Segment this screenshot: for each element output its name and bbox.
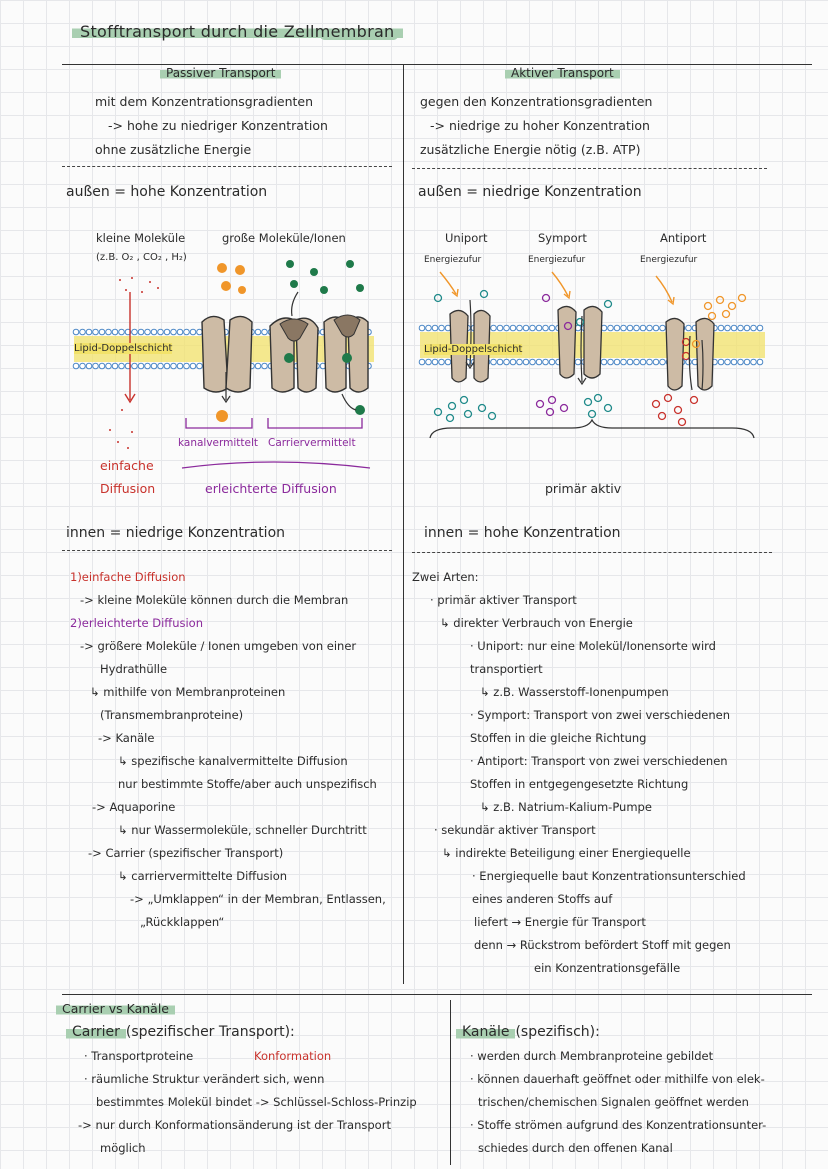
lipid-head bbox=[731, 359, 737, 365]
top-divider bbox=[62, 64, 812, 65]
lipid-head bbox=[197, 363, 203, 369]
lipid-head bbox=[86, 363, 92, 369]
note-line: ↳ spezifische kanalvermittelte Diffusion bbox=[118, 754, 348, 768]
carrier-line: · räumliche Struktur verändert sich, wenn bbox=[84, 1072, 325, 1086]
lipid-head bbox=[647, 325, 653, 331]
lipid-head bbox=[112, 329, 118, 335]
primary-active-brace bbox=[430, 420, 754, 438]
uniport-label: Uniport bbox=[445, 231, 488, 245]
channel-line: schiedes durch den offenen Kanal bbox=[478, 1141, 673, 1155]
lipid-head bbox=[517, 325, 523, 331]
note-line: -> Aquaporine bbox=[92, 800, 176, 814]
lipid-head bbox=[151, 329, 157, 335]
note-line: -> kleine Moleküle können durch die Membran bbox=[80, 593, 349, 607]
lipid-head bbox=[504, 325, 510, 331]
lipid-head bbox=[640, 359, 646, 365]
lipid-head bbox=[757, 325, 763, 331]
lipid-head bbox=[601, 359, 607, 365]
energy-label: Energiezufur bbox=[424, 255, 482, 265]
lipid-head bbox=[549, 359, 555, 365]
facilitated-diffusion-label: erleichterte Diffusion bbox=[205, 481, 337, 496]
energy-label: Energiezufur bbox=[528, 255, 586, 265]
lipid-head bbox=[106, 363, 112, 369]
lipid-head bbox=[536, 359, 542, 365]
lipid-head bbox=[132, 363, 138, 369]
lipid-head bbox=[190, 329, 196, 335]
note-line: (Transmembranproteine) bbox=[100, 708, 244, 722]
lipid-head bbox=[536, 325, 542, 331]
note-line: Stoffen in die gleiche Richtung bbox=[470, 731, 647, 745]
lipid-head bbox=[93, 329, 99, 335]
lipid-head bbox=[738, 325, 744, 331]
lipid-head bbox=[575, 359, 581, 365]
note-line: 2)erleichterte Diffusion bbox=[70, 616, 204, 630]
dashed-separator bbox=[412, 552, 772, 553]
dashed-separator bbox=[412, 168, 767, 169]
note-line: -> größere Moleküle / Ionen umgeben von einer bbox=[80, 639, 357, 653]
lipid-head bbox=[491, 325, 497, 331]
note-line: ein Konzentrationsgefälle bbox=[534, 961, 681, 975]
note-line: ↳ nur Wassermoleküle, schneller Durchtritt bbox=[118, 823, 367, 837]
note-line: ↳ indirekte Beteiligung einer Energiequelle bbox=[442, 846, 691, 860]
lipid-head bbox=[523, 325, 529, 331]
lipid-head bbox=[614, 325, 620, 331]
lipid-head bbox=[504, 359, 510, 365]
lipid-head bbox=[86, 329, 92, 335]
passive-heading: Passiver Transport bbox=[160, 66, 281, 80]
lipid-head bbox=[744, 325, 750, 331]
small-molecules-examples: (z.B. O₂ , CO₂ , H₂) bbox=[96, 252, 187, 263]
note-line: „Rückklappen“ bbox=[140, 915, 225, 929]
symport-label: Symport bbox=[538, 231, 587, 245]
lipid-head bbox=[757, 359, 763, 365]
lipid-head bbox=[634, 359, 640, 365]
lipid-head bbox=[426, 325, 432, 331]
lipid-head bbox=[138, 363, 144, 369]
active-point: zusätzliche Energie nötig (z.B. ATP) bbox=[420, 142, 641, 157]
conformation-note: Konformation bbox=[254, 1049, 332, 1063]
compare-heading: Carrier vs Kanäle bbox=[56, 1001, 175, 1016]
page-title: Stofftransport durch die Zellmembran bbox=[72, 22, 403, 41]
lipid-head bbox=[497, 359, 503, 365]
lipid-head bbox=[543, 359, 549, 365]
lipid-head bbox=[171, 329, 177, 335]
note-line: ↳ direkter Verbrauch von Energie bbox=[440, 616, 633, 630]
lipid-head bbox=[255, 329, 261, 335]
lipid-head bbox=[171, 363, 177, 369]
lipid-head bbox=[718, 325, 724, 331]
note-line: ↳ mithilfe von Membranproteinen bbox=[90, 685, 286, 699]
note-line: · Energiequelle baut Konzentrationsunterschied bbox=[472, 869, 746, 883]
note-line: Stoffen in entgegengesetzte Richtung bbox=[470, 777, 689, 791]
lipid-head bbox=[608, 359, 614, 365]
lipid-head bbox=[432, 359, 438, 365]
lipid-head bbox=[549, 325, 555, 331]
lipid-head bbox=[517, 359, 523, 365]
note-line: nur bestimmte Stoffe/aber auch unspezifisch bbox=[118, 777, 377, 791]
note-line: · Symport: Transport von zwei verschiedenen bbox=[470, 708, 731, 722]
active-heading: Aktiver Transport bbox=[505, 66, 620, 80]
lipid-head bbox=[119, 363, 125, 369]
center-divider bbox=[403, 64, 404, 984]
carrier-protein bbox=[324, 315, 368, 392]
energy-arrows bbox=[440, 272, 674, 304]
simple-diffusion-label: Diffusion bbox=[100, 481, 156, 496]
carrier-line: möglich bbox=[100, 1141, 146, 1155]
active-inside-label: innen = hohe Konzentration bbox=[424, 525, 621, 541]
lipid-head bbox=[145, 329, 151, 335]
note-line: · Uniport: nur eine Molekül/Ionensorte wird bbox=[470, 639, 716, 653]
lipid-head bbox=[640, 325, 646, 331]
lipid-head bbox=[653, 325, 659, 331]
carrier-mediated-label: Carriervermittelt bbox=[268, 437, 356, 449]
lipid-head bbox=[184, 363, 190, 369]
lipid-head bbox=[164, 329, 170, 335]
energy-label: Energiezufur bbox=[640, 255, 698, 265]
lipid-head bbox=[653, 359, 659, 365]
lipid-head bbox=[93, 363, 99, 369]
lipid-head bbox=[132, 329, 138, 335]
dashed-separator bbox=[62, 166, 392, 167]
lipid-head bbox=[530, 359, 536, 365]
lipid-head bbox=[530, 325, 536, 331]
lipid-bilayer-label: Lipid-Doppelschicht bbox=[424, 344, 523, 355]
note-line: ↳ carriervermittelte Diffusion bbox=[118, 869, 288, 883]
lipid-head bbox=[262, 363, 268, 369]
lipid-head bbox=[497, 325, 503, 331]
carrier-line: -> nur durch Konformationsänderung ist der Transport bbox=[78, 1118, 391, 1132]
lipid-head bbox=[432, 325, 438, 331]
lipid-head bbox=[106, 329, 112, 335]
lipid-head bbox=[184, 329, 190, 335]
lipid-head bbox=[627, 325, 633, 331]
note-line: 1)einfache Diffusion bbox=[70, 570, 186, 584]
large-molecules-label: große Moleküle/Ionen bbox=[222, 231, 346, 245]
lipid-head bbox=[80, 363, 86, 369]
active-outside-label: außen = niedrige Konzentration bbox=[418, 184, 642, 200]
lipid-head bbox=[608, 325, 614, 331]
lipid-head bbox=[660, 359, 666, 365]
primary-active-label: primär aktiv bbox=[545, 481, 622, 496]
lipid-head bbox=[751, 325, 757, 331]
lipid-head bbox=[164, 363, 170, 369]
lipid-head bbox=[99, 363, 105, 369]
lipid-head bbox=[177, 363, 183, 369]
lipid-head bbox=[73, 363, 79, 369]
note-line: -> „Umklappen“ in der Membran, Entlassen, bbox=[130, 892, 386, 906]
lipid-head bbox=[621, 359, 627, 365]
simple-diffusion-label: einfache bbox=[100, 458, 154, 473]
note-line: -> Carrier (spezifischer Transport) bbox=[88, 846, 284, 860]
lipid-head bbox=[660, 325, 666, 331]
note-line: Hydrathülle bbox=[100, 662, 168, 676]
channel-protein bbox=[270, 318, 318, 392]
lipid-head bbox=[145, 363, 151, 369]
passive-inside-label: innen = niedrige Konzentration bbox=[66, 525, 286, 541]
dashed-separator bbox=[62, 550, 392, 551]
lipid-head bbox=[510, 359, 516, 365]
lipid-head bbox=[190, 363, 196, 369]
lipid-head bbox=[177, 329, 183, 335]
lipid-head bbox=[158, 363, 164, 369]
lipid-head bbox=[80, 329, 86, 335]
lipid-head bbox=[255, 363, 261, 369]
active-membrane-diagram bbox=[412, 270, 772, 450]
lipid-head bbox=[725, 325, 731, 331]
lipid-head bbox=[419, 359, 425, 365]
note-line: · Antiport: Transport von zwei verschiedenen bbox=[470, 754, 728, 768]
lipid-head bbox=[543, 325, 549, 331]
lipid-head bbox=[119, 329, 125, 335]
lipid-head bbox=[73, 329, 79, 335]
lipid-head bbox=[439, 359, 445, 365]
lipid-head bbox=[112, 363, 118, 369]
lipid-head bbox=[151, 363, 157, 369]
lipid-head bbox=[445, 359, 451, 365]
channel-title: Kanäle bbox=[456, 1024, 515, 1040]
antiport-label: Antiport bbox=[660, 231, 707, 245]
lipid-head bbox=[725, 359, 731, 365]
carrier-line: · Transportproteine bbox=[84, 1049, 194, 1063]
bottom-center-divider bbox=[450, 1000, 451, 1165]
channel-subtitle: (spezifisch): bbox=[515, 1024, 600, 1040]
lipid-head bbox=[627, 359, 633, 365]
note-line: eines anderen Stoffs auf bbox=[472, 892, 613, 906]
lipid-head bbox=[738, 359, 744, 365]
lipid-head bbox=[634, 325, 640, 331]
lipid-head bbox=[647, 359, 653, 365]
lipid-head bbox=[731, 325, 737, 331]
channel-line: · werden durch Membranproteine gebildet bbox=[470, 1049, 714, 1063]
passive-point: ohne zusätzliche Energie bbox=[95, 142, 252, 157]
lipid-bilayer-label: Lipid-Doppelschicht bbox=[74, 343, 173, 354]
channel-line: · Stoffe strömen aufgrund des Konzentrationsunter- bbox=[470, 1118, 767, 1132]
lipid-head bbox=[197, 329, 203, 335]
lipid-head bbox=[138, 329, 144, 335]
channel-line: · können dauerhaft geöffnet oder mithilfe von elek- bbox=[470, 1072, 765, 1086]
passive-point: -> hohe zu niedriger Konzentration bbox=[108, 118, 328, 133]
lipid-head bbox=[614, 359, 620, 365]
lipid-head bbox=[510, 325, 516, 331]
lipid-head bbox=[262, 329, 268, 335]
bottom-divider bbox=[62, 994, 812, 995]
note-line: liefert → Energie für Transport bbox=[474, 915, 646, 929]
passive-outside-label: außen = hohe Konzentration bbox=[66, 184, 268, 200]
lipid-head bbox=[744, 359, 750, 365]
note-line: · sekundär aktiver Transport bbox=[434, 823, 596, 837]
carrier-title: Carrier bbox=[66, 1024, 126, 1040]
lipid-head bbox=[686, 325, 692, 331]
lipid-head bbox=[621, 325, 627, 331]
channel-mediated-label: kanalvermittelt bbox=[178, 437, 259, 449]
lipid-head bbox=[523, 359, 529, 365]
active-point: gegen den Konzentrationsgradienten bbox=[420, 94, 653, 109]
lipid-head bbox=[718, 359, 724, 365]
active-point: -> niedrige zu hoher Konzentration bbox=[430, 118, 650, 133]
passive-point: mit dem Konzentrationsgradienten bbox=[95, 94, 314, 109]
note-line: Zwei Arten: bbox=[412, 570, 479, 584]
channel-line: trischen/chemischen Signalen geöffnet werden bbox=[478, 1095, 749, 1109]
note-line: denn → Rückstrom befördert Stoff mit gegen bbox=[474, 938, 731, 952]
note-line: transportiert bbox=[470, 662, 543, 676]
lipid-head bbox=[426, 359, 432, 365]
lipid-head bbox=[439, 325, 445, 331]
lipid-head bbox=[99, 329, 105, 335]
carrier-subtitle: (spezifischer Transport): bbox=[125, 1024, 295, 1040]
lipid-head bbox=[751, 359, 757, 365]
lipid-head bbox=[158, 329, 164, 335]
small-molecules-label: kleine Moleküle bbox=[96, 231, 186, 245]
note-line: · primär aktiver Transport bbox=[430, 593, 577, 607]
note-line: ↳ z.B. Natrium-Kalium-Pumpe bbox=[480, 800, 652, 814]
lipid-head bbox=[491, 359, 497, 365]
lipid-head bbox=[419, 325, 425, 331]
note-line: ↳ z.B. Wasserstoff-Ionenpumpen bbox=[480, 685, 669, 699]
carrier-line: bestimmtes Molekül bindet -> Schlüssel-Schloss-Prinzip bbox=[96, 1095, 417, 1109]
note-line: -> Kanäle bbox=[98, 731, 155, 745]
